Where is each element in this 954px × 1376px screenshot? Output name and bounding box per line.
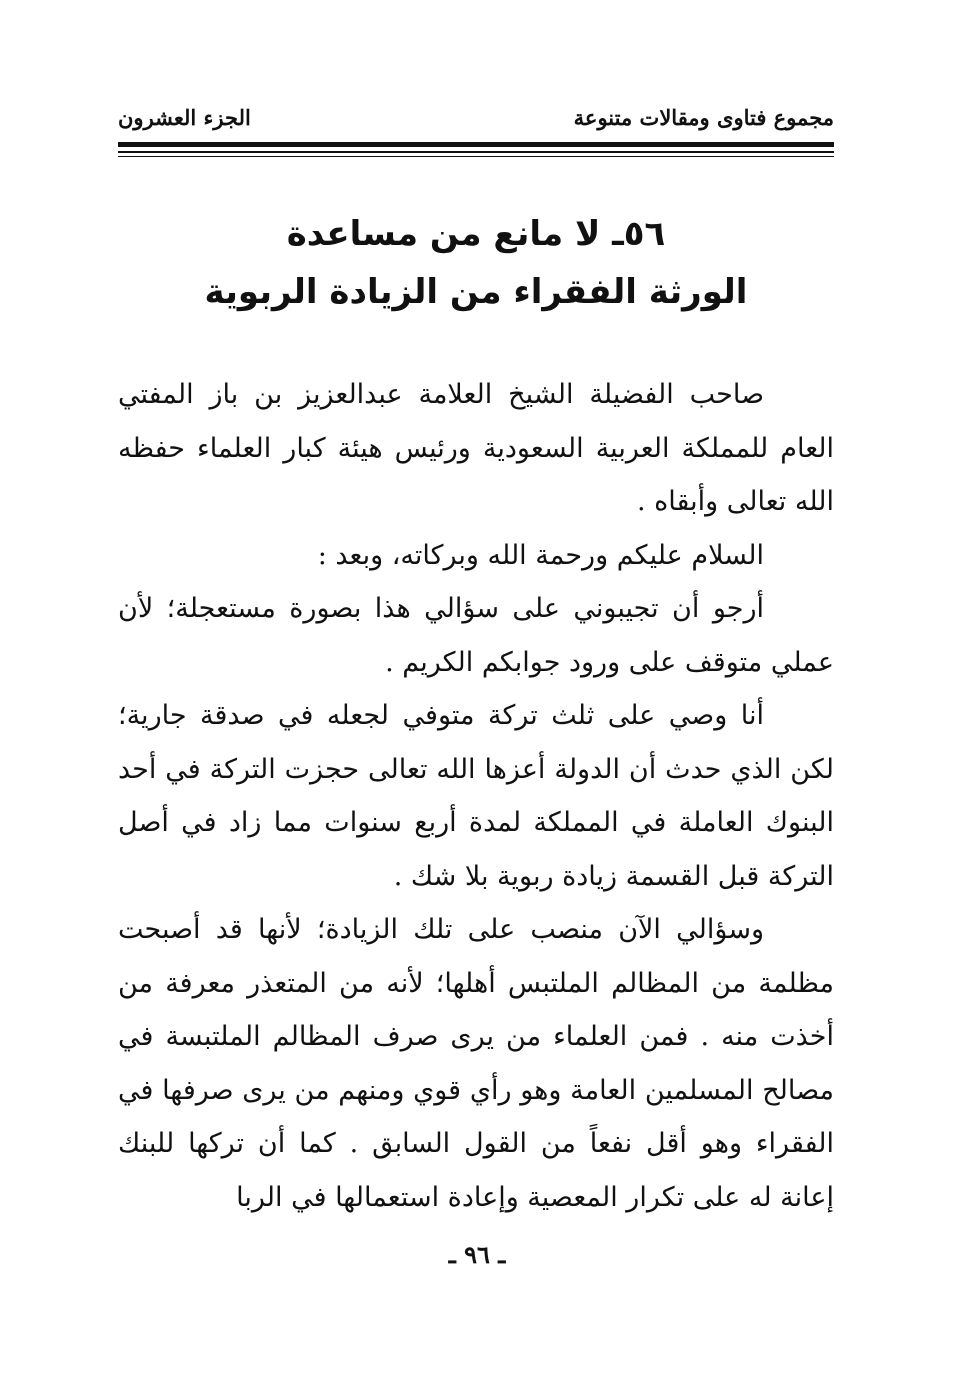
header-rule-thick [118, 142, 834, 147]
header-divider [118, 142, 834, 157]
paragraph-request: أرجو أن تجيبوني على سؤالي هذا بصورة مستعجلة؛ لأن عملي متوقف على ورود جوابكم الكريم . [118, 593, 834, 678]
header-rule-hairline [118, 156, 834, 157]
header-rule-thin [118, 151, 834, 153]
paragraph-salutation: السلام عليكم ورحمة الله وبركاته، وبعد : [317, 539, 764, 571]
book-title: مجموع فتاوى ومقالات متنوعة [573, 104, 834, 130]
paragraph-address: صاحب الفضيلة الشيخ العلامة عبدالعزيز بن باز المفتي العام للمملكة العربية السعودية ورئيس هيئة كبار العلماء حفظه الله تعالى وأبقاه . [118, 379, 834, 517]
running-header [118, 100, 834, 134]
paragraph-situation: أنا وصي على ثلث تركة متوفي لجعله في صدقة جارية؛ لكن الذي حدث أن الدولة أعزها الله تعالى حجزت التركة في أحد البنوك العاملة في المملكة لمدة أربع سنوات مما زاد في أصل التركة قبل القسمة زيادة ربوية بلا شك . [118, 700, 834, 892]
article-title-line-2: الورثة الفقراء من الزيادة الربوية [204, 272, 748, 312]
article-title-line-1: ٥٦ـ لا مانع من مساعدة [286, 214, 666, 254]
volume-label: الجزء العشرون [118, 104, 251, 130]
paragraph-question: وسؤالي الآن منصب على تلك الزيادة؛ لأنها قد أصبحت مظلمة من المظالم الملتبس أهلها؛ لأنه من المتعذر معرفة من أخذت منه . فمن العلماء من يرى صرف المظالم الملتبسة في مصالح المسلمين العامة وهو رأي قوي ومنهم من يرى صرفها في الفقراء وهو أقل نفعاً من القول السابق . كما أن تركها للبنك إعانة له على تكرار المعصية وإعادة استعمالها في الربا [118, 914, 834, 1213]
article-body [118, 368, 834, 1224]
page-number: ـ ٩٦ ـ [448, 1240, 506, 1269]
article-title [118, 205, 834, 321]
